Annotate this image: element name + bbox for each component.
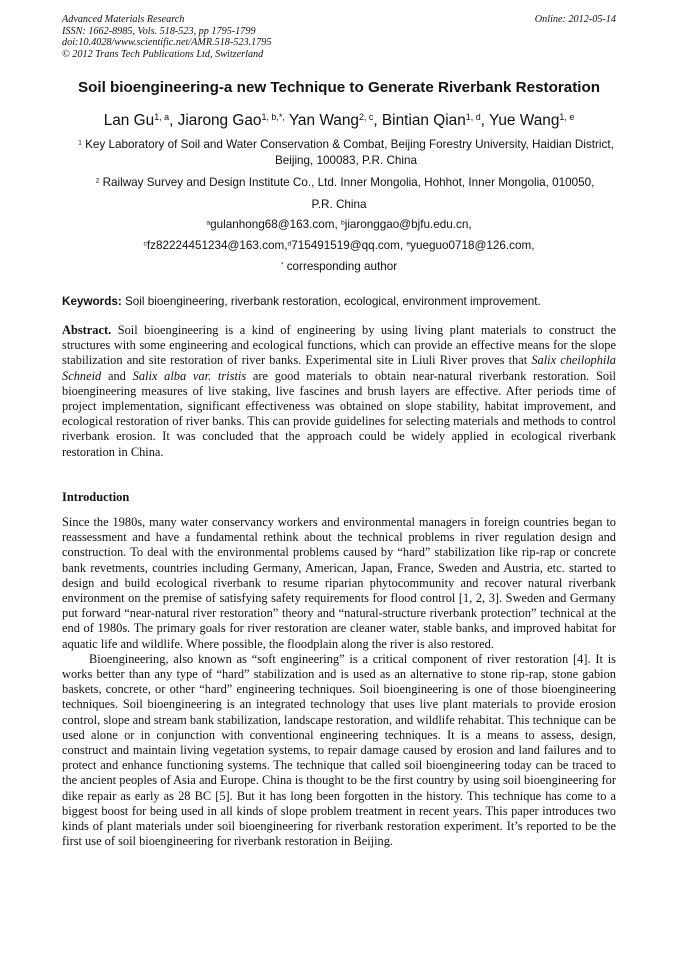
abstract-and: and [107, 368, 126, 383]
affiliation-2 [64, 175, 626, 191]
email-c[interactable]: fz82224451234@163.com, [146, 239, 288, 252]
email-line-1: $^a$gulanhong68@163.com, $^b$jiaronggao@bjfu.edu.cn, [206, 218, 472, 231]
doi-line[interactable]: doi:10.4028/www.scientific.net/AMR.518-523.1795 [62, 37, 272, 48]
affiliation-text: Railway Survey and Design Institute Co., Ltd. Inner Mongolia, Hohhot, Inner Mongolia, 010050, [102, 176, 595, 189]
affiliation-number: 2 [95, 177, 100, 185]
author-name: Jiarong Gao [177, 112, 262, 129]
author-name: Bintian Qian [381, 112, 466, 129]
online-date: Online: 2012-05-14 [534, 14, 616, 25]
keywords [62, 295, 622, 308]
affiliation-2-country: P.R. China [311, 198, 367, 211]
email-b[interactable]: jiaronggao@bjfu.edu.cn, [344, 218, 472, 231]
email-d[interactable]: 715491519@qq.com, [291, 239, 404, 252]
author-superscript: 1, d [465, 112, 481, 123]
introduction-heading: Introduction [62, 490, 130, 504]
species-1: Salix cheilophila Schneid [62, 353, 616, 383]
abstract-text-1: Soil bioengineering is a kind of engineering by using living plant materials to construct the structures with some engineering and ecological functions, which can provide an effective means for the slope stabilization and site restoration of river banks. Experimental site in Liuli River proves that [62, 323, 616, 368]
intro-paragraph-2: Bioengineering, also known as “soft engineering” is a critical component of river restoration [4]. It is works better than any type of “hard” stabilization and is used as an alternative to stone rip-rap, stone gabion baskets, concrete, or other “hard” engineering techniques. Soil bioengineering is one of those bioengineering techniques. Soil bioengineering is an integrated technology that uses live plant materials to provide erosion control, slope and stream bank stabilization, landscape restoration, and wildlife rehabitat. This technique can be used alone or in conjunction with conventional engineering techniques. It is a means to assess, design, construct and maintain living vegetation systems, to repair damage caused by erosion and land failures and to protect and enhance functioning systems. The technique that called soil bioengineering today can be traced to the ancient peoples of Asia and Europe. China is thought to be the first country by using soil bioengineering for dike repair as early as 28 BC [5]. But it has long been forgotten in the history. This technique has come to a biggest boost for being used in all kinds of slope problem treatment in recent years. This paper introduces two kinds of plant materials under soil bioengineering for riverbank restoration experiment. It’s reported to be the first use of soil bioengineering for riverbank restoration in Beijing. [62, 651, 616, 849]
author-name: Yan Wang [288, 112, 359, 129]
keywords-label: Keywords: [62, 295, 122, 308]
abstract-text-2: are good materials to obtain near-natural riverbank restoration. Soil bioengineering measures of live staking, live fascines and brush layers are effective. After periods time of project implementation, significant effectiveness was obtained on slope stability, habitat improvement, and ecological restoration of river banks. This can provide guidelines for selecting materials and methods to control riverbank erosion. It was concluded that the approach could be widely applied in ecological riverbank restoration in China. [62, 368, 616, 459]
affiliation-number: 1 [78, 139, 82, 147]
paper-title: Soil bioengineering-a new Technique to Generate Riverbank Restoration [77, 79, 601, 96]
species-2: Salix alba var. tristis [132, 368, 247, 383]
author-superscript: 2, c [358, 112, 374, 123]
author-name: Yue Wang [488, 112, 560, 129]
email-a[interactable]: gulanhong68@163.com, [210, 218, 338, 231]
abstract-label: Abstract. [62, 323, 112, 337]
journal-name: Advanced Materials Research [62, 14, 185, 25]
author-superscript: 1, e [559, 112, 575, 123]
journal-header [62, 14, 618, 60]
affiliation-text: Key Laboratory of Soil and Water Conservation & Combat, Beijing Forestry University, Haidian District, Beijing, 100083, P.R. China [85, 138, 614, 167]
introduction-body [62, 515, 616, 849]
affiliation-1 [72, 137, 620, 169]
corresponding-note [40, 260, 638, 273]
issn-line: ISSN: 1662-8985, Vols. 518-523, pp 1795-1799 [62, 25, 256, 37]
author-list: Lan Gu$^{1, a}$, Jiarong Gao$^{1, b,*,}$ Yan Wang$^{2, c}$, Bintian Qian$^{1, d}$, Yue Wang$^{1, e}$ [103, 112, 575, 129]
copyright-line: © 2012 Trans Tech Publications Ltd, Switzerland [62, 48, 264, 60]
email-e[interactable]: yueguo0718@126.com, [410, 239, 535, 252]
email-line-2: $^c$fz82224451234@163.com,$^d$715491519@qq.com, $^e$yueguo0718@126.com, [143, 239, 535, 252]
author-superscript: 1, a [154, 112, 170, 123]
intro-paragraph-1: Since the 1980s, many water conservancy workers and environmental managers in foreign countries began to reassessment and have a fundamental rethink about the technical problems in river regulation design and construction. To deal with the environmental problems caused by “hard” stabilization like rip-rap or concrete bank revetments, countries including Germany, American, Japan, France, Sweden and Austria, etc. started to design and build ecological riverbank to resume riparian phytocommunity and recover natural riverbank environment on the premise of satisfying safety requirements for flood control [1, 2, 3]. Sweden and Germany put forward “near-natural river restoration” theory and “natural-structure riverbank protection” technical at the end of 1980s. The primary goals for river restoration are cleaner water, stable banks, and improved habitat for aquatic life and wildlife. Where possible, the floodplain along the river is also restored. [62, 515, 616, 651]
abstract [62, 323, 616, 460]
corresponding-star: * [280, 261, 284, 269]
author-superscript: 1, b,*, [261, 112, 285, 123]
keywords-text: Soil bioengineering, riverbank restoration, ecological, environment improvement. [125, 295, 541, 308]
corresponding-text: corresponding author [286, 260, 398, 273]
author-name: Lan Gu [103, 112, 155, 129]
